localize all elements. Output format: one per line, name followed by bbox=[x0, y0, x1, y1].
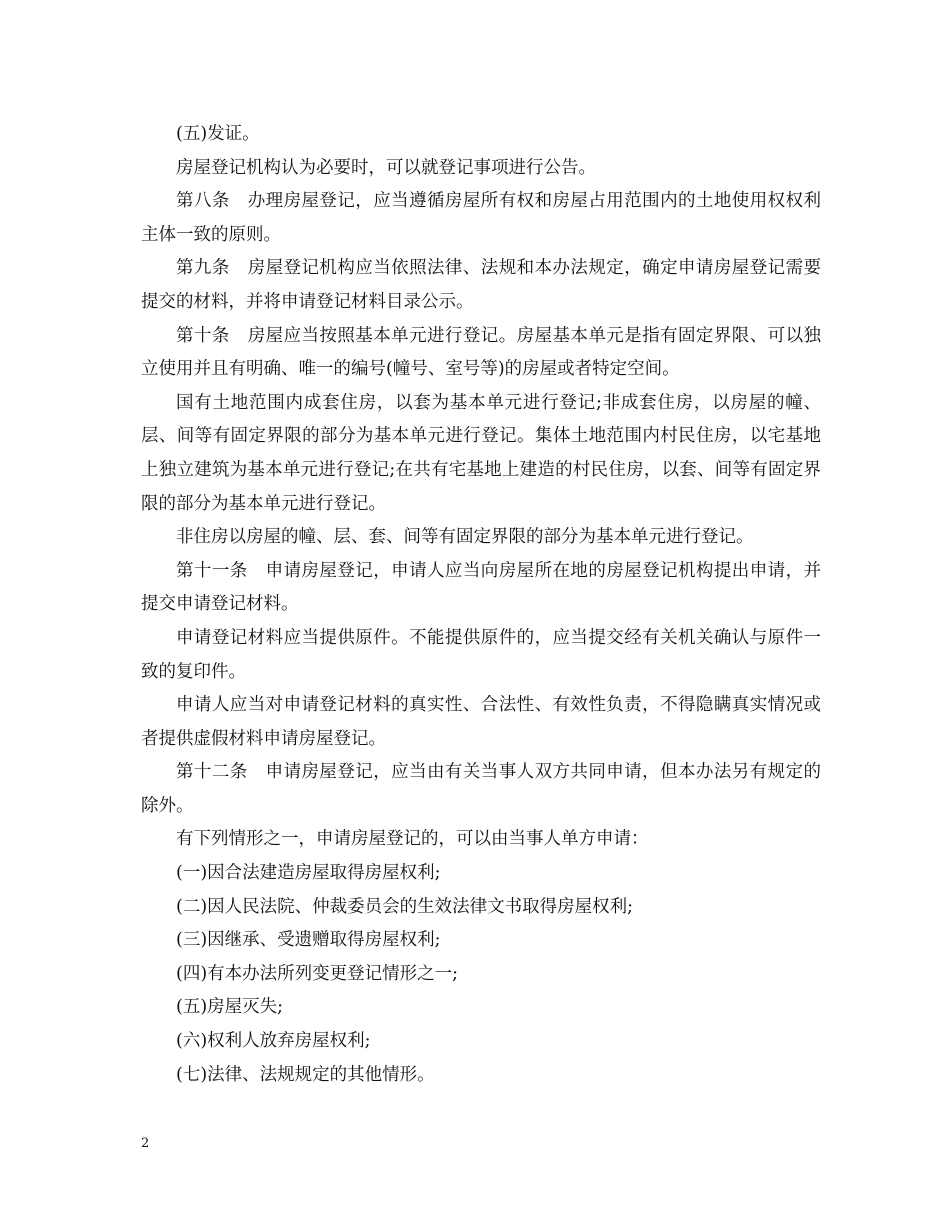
list-item: (六)权利人放弃房屋权利; bbox=[176, 1031, 371, 1052]
list-item: (七)法律、法规规定的其他情形。 bbox=[176, 1064, 435, 1085]
paragraph: 非住房以房屋的幢、层、套、间等有固定界限的部分为基本单元进行登记。 bbox=[176, 527, 754, 548]
paragraph: 国有土地范围内成套住房，以套为基本单元进行登记;非成套住房，以房屋的幢、层、间等有固定界限的部分为基本单元进行登记。集体土地范围内村民住房，以宅基地上独立建筑为基本单元进行登记;在共有宅基地上建造的村民住房，以套、间等有固定界限的部分为基本单元进行登记。 bbox=[141, 392, 821, 514]
paragraph: 有下列情形之一，申请房屋登记的，可以由当事人单方申请： bbox=[176, 829, 649, 850]
article-12: 第十二条 申请房屋登记，应当由有关当事人双方共同申请，但本办法另有规定的除外。 bbox=[141, 762, 821, 816]
list-item: (二)因人民法院、仲裁委员会的生效法律文书取得房屋权利; bbox=[176, 896, 634, 917]
article-8: 第八条 办理房屋登记，应当遵循房屋所有权和房屋占用范围内的土地使用权权利主体一致的原则。 bbox=[141, 191, 821, 245]
list-item: (四)有本办法所列变更登记情形之一; bbox=[176, 963, 459, 984]
paragraph: 申请人应当对申请登记材料的真实性、合法性、有效性负责，不得隐瞒真实情况或者提供虚假材料申请房屋登记。 bbox=[141, 695, 821, 749]
list-item: (一)因合法建造房屋取得房屋权利; bbox=[176, 863, 441, 884]
paragraph: (五)发证。 bbox=[176, 124, 260, 144]
page-number: 2 bbox=[141, 1136, 150, 1151]
paragraph: 申请登记材料应当提供原件。不能提供原件的，应当提交经有关机关确认与原件一致的复印件。 bbox=[141, 627, 821, 682]
article-10: 第十条 房屋应当按照基本单元进行登记。房屋基本单元是指有固定界限、可以独立使用并且有明确、唯一的编号(幢号、室号等)的房屋或者特定空间。 bbox=[141, 325, 821, 380]
page-body bbox=[141, 118, 821, 1092]
list-item: (三)因继承、受遗赠取得房屋权利; bbox=[176, 930, 441, 951]
article-9: 第九条 房屋登记机构应当依照法律、法规和本办法规定，确定申请房屋登记需要提交的材料，并将申请登记材料目录公示。 bbox=[141, 258, 821, 312]
paragraph: 房屋登记机构认为必要时，可以就登记事项进行公告。 bbox=[176, 157, 596, 178]
list-item: (五)房屋灭失; bbox=[176, 997, 284, 1018]
article-11: 第十一条 申请房屋登记，申请人应当向房屋所在地的房屋登记机构提出申请，并提交申请登记材料。 bbox=[141, 560, 821, 615]
